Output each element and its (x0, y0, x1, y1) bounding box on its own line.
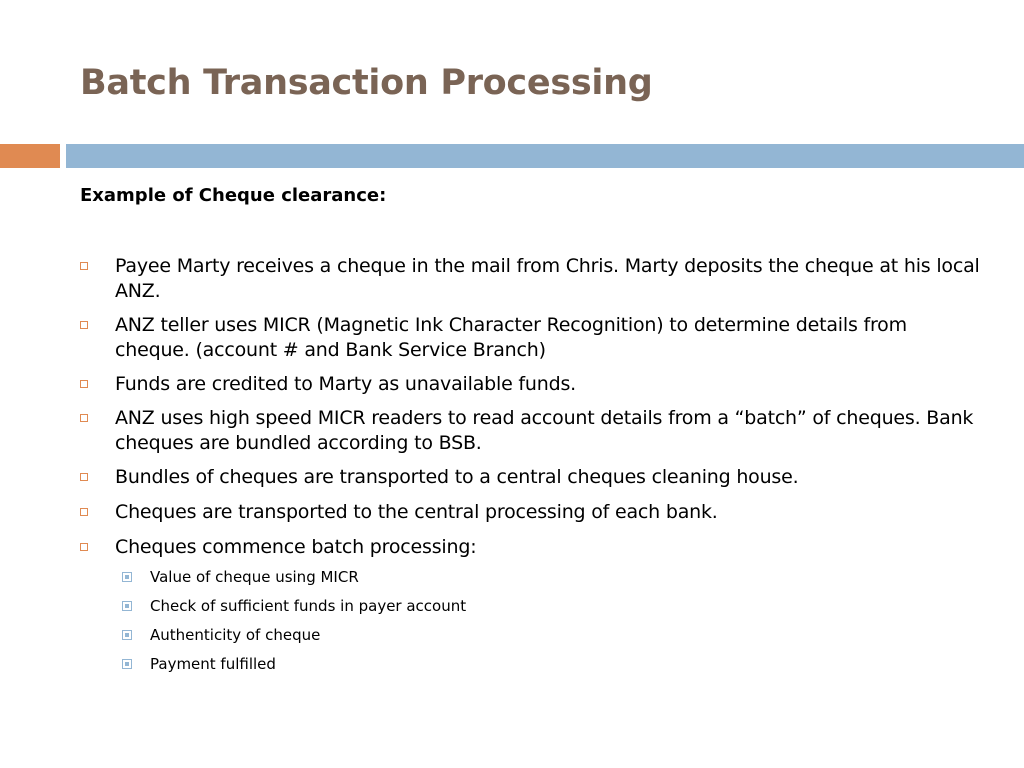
list-item-text: Funds are credited to Marty as unavailable funds. (115, 373, 576, 395)
sub-list-item-text: Authenticity of cheque (150, 626, 321, 644)
square-bullet-icon (80, 414, 88, 422)
list-item-text: Cheques are transported to the central processing of each bank. (115, 501, 718, 523)
slide-title: Batch Transaction Processing (80, 63, 653, 103)
list-item-text: ANZ uses high speed MICR readers to read account details from a “batch” of cheques. Bank cheques are bundled according to BSB. (115, 407, 974, 454)
accent-bar-blue (66, 144, 1024, 168)
accent-bar-orange (0, 144, 60, 168)
filled-square-bullet-icon (122, 630, 132, 640)
sub-list-item-text: Check of sufficient funds in payer account (150, 597, 467, 615)
filled-square-bullet-icon (122, 572, 132, 582)
list-item-text: Payee Marty receives a cheque in the mail from Chris. Marty deposits the cheque at his local ANZ. (115, 255, 980, 302)
filled-square-bullet-icon (122, 601, 132, 611)
list-item-text: Bundles of cheques are transported to a central cheques cleaning house. (115, 466, 799, 488)
square-bullet-icon (80, 473, 88, 481)
filled-square-bullet-icon (122, 659, 132, 669)
slide-subheading: Example of Cheque clearance: (80, 185, 387, 206)
square-bullet-icon (80, 543, 88, 551)
square-bullet-icon (80, 380, 88, 388)
sub-list-item-text: Payment fulfilled (150, 655, 276, 673)
list-item-text: Cheques commence batch processing: (115, 536, 477, 558)
list-item-text: ANZ teller uses MICR (Magnetic Ink Character Recognition) to determine details from cheque. (account # and Bank Service Branch) (115, 314, 907, 361)
square-bullet-icon (80, 262, 88, 270)
square-bullet-icon (80, 508, 88, 516)
sub-list-item-text: Value of cheque using MICR (150, 568, 359, 586)
square-bullet-icon (80, 321, 88, 329)
